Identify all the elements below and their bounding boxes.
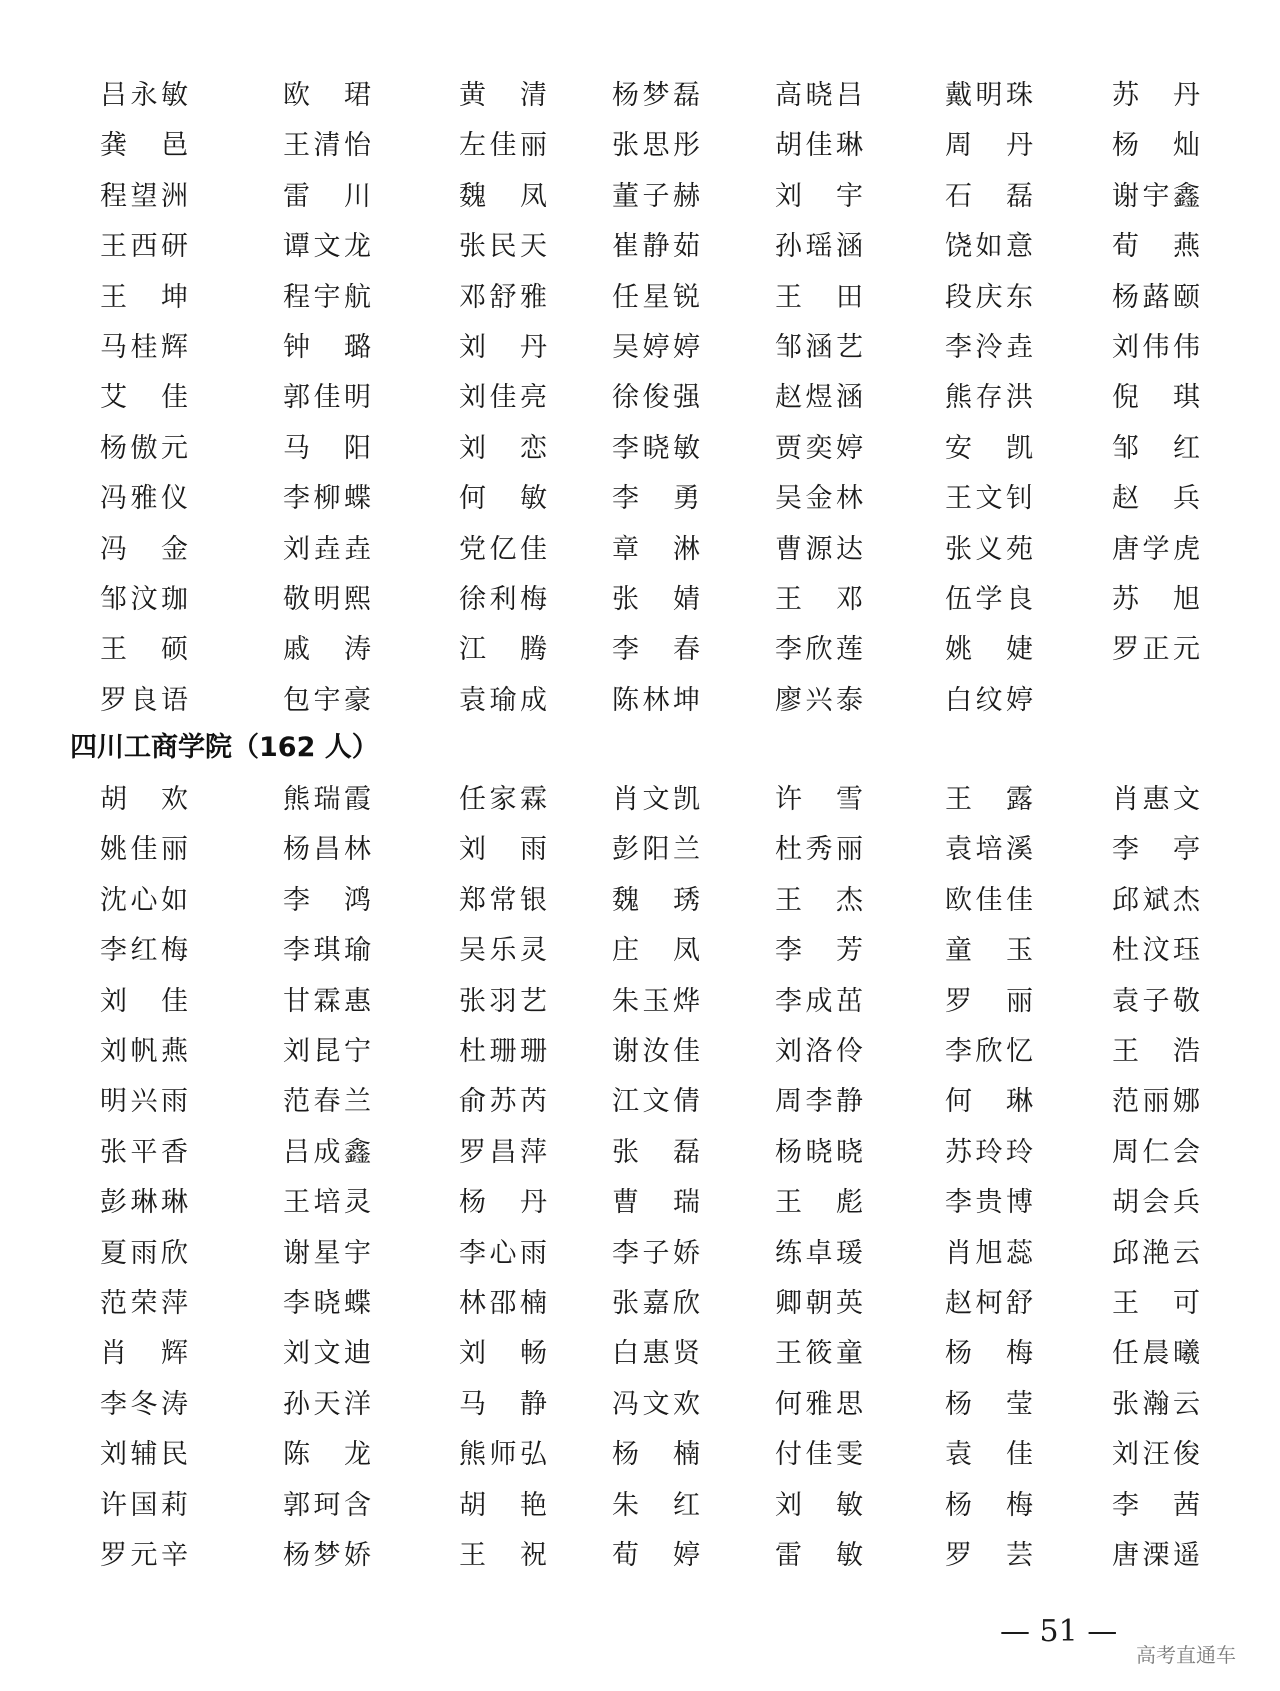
- name-entry: 刘 雨: [459, 834, 547, 866]
- name-entry: 雷 川: [283, 180, 371, 212]
- name-entry: 江 文 倩: [612, 1086, 700, 1118]
- name-row: [0, 580, 1280, 620]
- name-entry: 王 硕: [100, 634, 188, 666]
- name-entry: 王 杰: [775, 884, 863, 916]
- name-entry: 石 磊: [945, 180, 1033, 212]
- name-entry: 谢 星 宇: [283, 1237, 371, 1269]
- name-entry: 程 望 洲: [100, 180, 188, 212]
- name-entry: 朱 红: [612, 1489, 700, 1521]
- name-entry: 罗 良 语: [100, 684, 188, 716]
- name-entry: 刘 洛 伶: [775, 1036, 863, 1067]
- name-entry: 魏 琇: [612, 884, 700, 916]
- name-row: [0, 1082, 1280, 1122]
- name-entry: 吕 成 鑫: [283, 1136, 371, 1168]
- name-row: [0, 328, 1280, 368]
- name-entry: 熊 存 洪: [945, 382, 1033, 414]
- name-entry: 杜 汶 珏: [1112, 935, 1200, 967]
- name-entry: 杨 梅: [945, 1489, 1033, 1521]
- name-entry: 刘 恋: [459, 432, 547, 464]
- name-entry: 马 桂 辉: [100, 332, 188, 363]
- name-entry: 袁 瑜 成: [459, 684, 547, 716]
- name-entry: 郭 珂 含: [283, 1489, 371, 1521]
- name-entry: 戴 明 珠: [945, 80, 1033, 111]
- name-entry: 刘 帆 燕: [100, 1036, 188, 1067]
- name-entry: 袁 佳: [945, 1439, 1033, 1471]
- name-entry: 卿 朝 英: [775, 1288, 863, 1319]
- name-entry: 肖 旭 蕊: [945, 1237, 1033, 1269]
- name-row: [0, 378, 1280, 418]
- name-entry: 钟 璐: [283, 332, 371, 363]
- name-entry: 胡 欢: [100, 784, 188, 815]
- name-entry: 敬 明 熙: [283, 584, 371, 615]
- name-entry: 彭 琳 琳: [100, 1187, 188, 1219]
- name-entry: 刘 昆 宁: [283, 1036, 371, 1067]
- name-entry: 王 彪: [775, 1187, 863, 1219]
- name-entry: 范 荣 萍: [100, 1288, 188, 1319]
- name-entry: 孙 瑶 涵: [775, 231, 863, 263]
- name-entry: 彭 阳 兰: [612, 834, 700, 866]
- name-entry: 袁 培 溪: [945, 834, 1033, 866]
- name-entry: 马 静: [459, 1388, 547, 1420]
- name-entry: 吴 乐 灵: [459, 935, 547, 967]
- name-entry: 李 晓 敏: [612, 432, 700, 464]
- name-row: [0, 530, 1280, 570]
- name-entry: 王 浩: [1112, 1036, 1200, 1067]
- name-entry: 谢 汝 佳: [612, 1036, 700, 1067]
- name-entry: 伍 学 良: [945, 584, 1033, 615]
- name-row: [0, 830, 1280, 870]
- name-entry: 杨 梦 娇: [283, 1540, 371, 1571]
- name-row: [0, 177, 1280, 217]
- name-entry: 刘 佳: [100, 985, 188, 1017]
- name-entry: 徐 俊 强: [612, 382, 700, 414]
- name-entry: 胡 会 兵: [1112, 1187, 1200, 1219]
- name-entry: 白 纹 婷: [945, 684, 1033, 716]
- name-entry: 张 嘉 欣: [612, 1288, 700, 1319]
- name-entry: 刘 文 迪: [283, 1338, 371, 1370]
- name-entry: 欧 珺: [283, 80, 371, 111]
- name-entry: 廖 兴 泰: [775, 684, 863, 716]
- name-entry: 张 婧: [612, 584, 700, 615]
- name-entry: 吴 婷 婷: [612, 332, 700, 363]
- name-row: [0, 931, 1280, 971]
- name-entry: 黄 清: [459, 80, 547, 111]
- name-row: [0, 479, 1280, 519]
- name-entry: 杨 楠: [612, 1439, 700, 1471]
- name-entry: 冯 金: [100, 533, 188, 565]
- name-entry: 罗 丽: [945, 985, 1033, 1017]
- name-entry: 李 鸿: [283, 884, 371, 916]
- name-entry: 邱 滟 云: [1112, 1237, 1200, 1269]
- name-entry: 苏 玲 玲: [945, 1136, 1033, 1168]
- name-row: [0, 1536, 1280, 1576]
- name-entry: 刘 垚 垚: [283, 533, 371, 565]
- name-entry: 刘 佳 亮: [459, 382, 547, 414]
- name-entry: 杨 傲 元: [100, 432, 188, 464]
- name-entry: 杨 梦 磊: [612, 80, 700, 111]
- name-entry: 张 瀚 云: [1112, 1388, 1200, 1420]
- name-entry: 袁 子 敬: [1112, 985, 1200, 1017]
- name-entry: 艾 佳: [100, 382, 188, 414]
- name-entry: 章 淋: [612, 533, 700, 565]
- name-entry: 熊 瑞 霞: [283, 784, 371, 815]
- name-entry: 曹 源 达: [775, 533, 863, 565]
- name-entry: 李 琪 瑜: [283, 935, 371, 967]
- name-entry: 明 兴 雨: [100, 1086, 188, 1118]
- name-row: [0, 1334, 1280, 1374]
- name-entry: 许 雪: [775, 784, 863, 815]
- name-entry: 刘 伟 伟: [1112, 332, 1200, 363]
- name-row: [0, 1486, 1280, 1526]
- name-entry: 饶 如 意: [945, 231, 1033, 263]
- name-entry: 何 琳: [945, 1086, 1033, 1118]
- name-row: [0, 76, 1280, 116]
- name-entry: 李 芳: [775, 935, 863, 967]
- name-entry: 邱 斌 杰: [1112, 884, 1200, 916]
- name-entry: 刘 畅: [459, 1338, 547, 1370]
- name-entry: 付 佳 雯: [775, 1439, 863, 1471]
- name-row: [0, 1284, 1280, 1324]
- section-title: 四川工商学院（162 人）: [70, 732, 379, 763]
- name-entry: 李 亭: [1112, 834, 1200, 866]
- name-row: [0, 780, 1280, 820]
- name-entry: 张 民 天: [459, 231, 547, 263]
- name-entry: 庄 凤: [612, 935, 700, 967]
- name-entry: 崔 静 茹: [612, 231, 700, 263]
- name-row: [0, 1435, 1280, 1475]
- name-entry: 李 勇: [612, 483, 700, 515]
- name-row: [0, 429, 1280, 469]
- name-entry: 李 春: [612, 634, 700, 666]
- name-entry: 段 庆 东: [945, 281, 1033, 313]
- name-entry: 左 佳 丽: [459, 130, 547, 162]
- name-entry: 李 冬 涛: [100, 1388, 188, 1420]
- name-entry: 俞 苏 芮: [459, 1086, 547, 1118]
- name-entry: 邹 汶 珈: [100, 584, 188, 615]
- name-entry: 姚 婕: [945, 634, 1033, 666]
- name-entry: 杨 灿: [1112, 130, 1200, 162]
- name-entry: 刘 辅 民: [100, 1439, 188, 1471]
- name-entry: 张 平 香: [100, 1136, 188, 1168]
- name-entry: 吕 永 敏: [100, 80, 188, 111]
- name-entry: 肖 文 凯: [612, 784, 700, 815]
- name-entry: 徐 利 梅: [459, 584, 547, 615]
- name-entry: 范 春 兰: [283, 1086, 371, 1118]
- name-entry: 何 雅 思: [775, 1388, 863, 1420]
- name-entry: 白 惠 贤: [612, 1338, 700, 1370]
- name-entry: 王 清 怡: [283, 130, 371, 162]
- name-entry: 任 晨 曦: [1112, 1338, 1200, 1370]
- name-entry: 王 培 灵: [283, 1187, 371, 1219]
- name-row: [0, 227, 1280, 267]
- name-entry: 贾 奕 婷: [775, 432, 863, 464]
- name-entry: 江 腾: [459, 634, 547, 666]
- name-entry: 胡 佳 琳: [775, 130, 863, 162]
- name-entry: 胡 艳: [459, 1489, 547, 1521]
- name-entry: 王 坤: [100, 281, 188, 313]
- name-entry: 吴 金 林: [775, 483, 863, 515]
- name-entry: 王 露: [945, 784, 1033, 815]
- name-entry: 谢 宇 鑫: [1112, 180, 1200, 212]
- name-entry: 刘 敏: [775, 1489, 863, 1521]
- name-entry: 李 泠 垚: [945, 332, 1033, 363]
- name-entry: 孙 天 洋: [283, 1388, 371, 1420]
- name-entry: 董 子 赫: [612, 180, 700, 212]
- name-row: [0, 1032, 1280, 1072]
- name-entry: 雷 敏: [775, 1540, 863, 1571]
- name-row: [0, 630, 1280, 670]
- name-entry: 王 文 钊: [945, 483, 1033, 515]
- name-entry: 刘 汪 俊: [1112, 1439, 1200, 1471]
- name-entry: 甘 霖 惠: [283, 985, 371, 1017]
- name-entry: 张 思 彤: [612, 130, 700, 162]
- name-entry: 朱 玉 烨: [612, 985, 700, 1017]
- name-entry: 练 卓 瑗: [775, 1237, 863, 1269]
- name-entry: 张 义 苑: [945, 533, 1033, 565]
- name-entry: 罗 元 辛: [100, 1540, 188, 1571]
- name-entry: 杜 秀 丽: [775, 834, 863, 866]
- name-entry: 欧 佳 佳: [945, 884, 1033, 916]
- name-row: [0, 1234, 1280, 1274]
- name-row: [0, 1133, 1280, 1173]
- name-entry: 姚 佳 丽: [100, 834, 188, 866]
- name-entry: 李 红 梅: [100, 935, 188, 967]
- name-entry: 周 李 静: [775, 1086, 863, 1118]
- name-entry: 冯 文 欢: [612, 1388, 700, 1420]
- name-row: [0, 681, 1280, 721]
- name-entry: 邓 舒 雅: [459, 281, 547, 313]
- name-entry: 杨 晓 晓: [775, 1136, 863, 1168]
- name-entry: 李 贵 博: [945, 1187, 1033, 1219]
- watermark: 高考直通车: [1136, 1643, 1236, 1667]
- name-entry: 刘 宇: [775, 180, 863, 212]
- name-entry: 邹 涵 艺: [775, 332, 863, 363]
- name-entry: 王 田: [775, 281, 863, 313]
- name-entry: 戚 涛: [283, 634, 371, 666]
- name-entry: 党 亿 佳: [459, 533, 547, 565]
- name-entry: 邹 红: [1112, 432, 1200, 464]
- name-entry: 熊 师 弘: [459, 1439, 547, 1471]
- name-entry: 任 星 锐: [612, 281, 700, 313]
- name-entry: 肖 惠 文: [1112, 784, 1200, 815]
- name-entry: 张 磊: [612, 1136, 700, 1168]
- name-entry: 龚 邑: [100, 130, 188, 162]
- name-row: [0, 881, 1280, 921]
- name-row: [0, 982, 1280, 1022]
- name-entry: 赵 柯 舒: [945, 1288, 1033, 1319]
- name-entry: 任 家 霖: [459, 784, 547, 815]
- name-entry: 杜 珊 珊: [459, 1036, 547, 1067]
- name-entry: 马 阳: [283, 432, 371, 464]
- name-entry: 王 筱 童: [775, 1338, 863, 1370]
- name-entry: 包 宇 豪: [283, 684, 371, 716]
- name-entry: 肖 辉: [100, 1338, 188, 1370]
- name-entry: 郑 常 银: [459, 884, 547, 916]
- name-entry: 安 凯: [945, 432, 1033, 464]
- name-entry: 曹 瑞: [612, 1187, 700, 1219]
- name-entry: 郭 佳 明: [283, 382, 371, 414]
- name-entry: 李 欣 忆: [945, 1036, 1033, 1067]
- name-entry: 沈 心 如: [100, 884, 188, 916]
- name-entry: 周 丹: [945, 130, 1033, 162]
- name-row: [0, 278, 1280, 318]
- name-row: [0, 126, 1280, 166]
- name-entry: 王 祝: [459, 1540, 547, 1571]
- name-entry: 李 成 茁: [775, 985, 863, 1017]
- name-entry: 魏 凤: [459, 180, 547, 212]
- name-entry: 刘 丹: [459, 332, 547, 363]
- name-row: [0, 1385, 1280, 1425]
- name-entry: 陈 林 坤: [612, 684, 700, 716]
- page-number: — 51 —: [1000, 1614, 1118, 1649]
- name-entry: 许 国 莉: [100, 1489, 188, 1521]
- name-entry: 杨 蕗 颐: [1112, 281, 1200, 313]
- name-entry: 荀 婷: [612, 1540, 700, 1571]
- name-entry: 赵 煜 涵: [775, 382, 863, 414]
- name-entry: 李 晓 蝶: [283, 1288, 371, 1319]
- name-entry: 范 丽 娜: [1112, 1086, 1200, 1118]
- name-entry: 周 仁 会: [1112, 1136, 1200, 1168]
- name-entry: 杨 丹: [459, 1187, 547, 1219]
- name-entry: 李 茜: [1112, 1489, 1200, 1521]
- name-entry: 杨 莹: [945, 1388, 1033, 1420]
- name-entry: 赵 兵: [1112, 483, 1200, 515]
- name-row: [0, 1183, 1280, 1223]
- name-entry: 何 敏: [459, 483, 547, 515]
- name-entry: 罗 芸: [945, 1540, 1033, 1571]
- name-entry: 王 邓: [775, 584, 863, 615]
- name-entry: 谭 文 龙: [283, 231, 371, 263]
- name-entry: 王 可: [1112, 1288, 1200, 1319]
- name-entry: 林 邵 楠: [459, 1288, 547, 1319]
- name-entry: 苏 旭: [1112, 584, 1200, 615]
- name-entry: 杨 梅: [945, 1338, 1033, 1370]
- name-entry: 张 羽 艺: [459, 985, 547, 1017]
- name-entry: 唐 溧 遥: [1112, 1540, 1200, 1571]
- name-entry: 苏 丹: [1112, 80, 1200, 111]
- name-entry: 程 宇 航: [283, 281, 371, 313]
- name-entry: 李 欣 莲: [775, 634, 863, 666]
- name-entry: 冯 雅 仪: [100, 483, 188, 515]
- name-entry: 罗 昌 萍: [459, 1136, 547, 1168]
- name-entry: 李 子 娇: [612, 1237, 700, 1269]
- name-entry: 夏 雨 欣: [100, 1237, 188, 1269]
- name-entry: 李 柳 蝶: [283, 483, 371, 515]
- name-entry: 童 玉: [945, 935, 1033, 967]
- name-entry: 荀 燕: [1112, 231, 1200, 263]
- name-entry: 罗 正 元: [1112, 634, 1200, 666]
- name-entry: 倪 琪: [1112, 382, 1200, 414]
- name-entry: 李 心 雨: [459, 1237, 547, 1269]
- name-entry: 唐 学 虎: [1112, 533, 1200, 565]
- name-entry: 杨 昌 林: [283, 834, 371, 866]
- name-entry: 陈 龙: [283, 1439, 371, 1471]
- name-entry: 高 晓 吕: [775, 80, 863, 111]
- name-entry: 王 西 研: [100, 231, 188, 263]
